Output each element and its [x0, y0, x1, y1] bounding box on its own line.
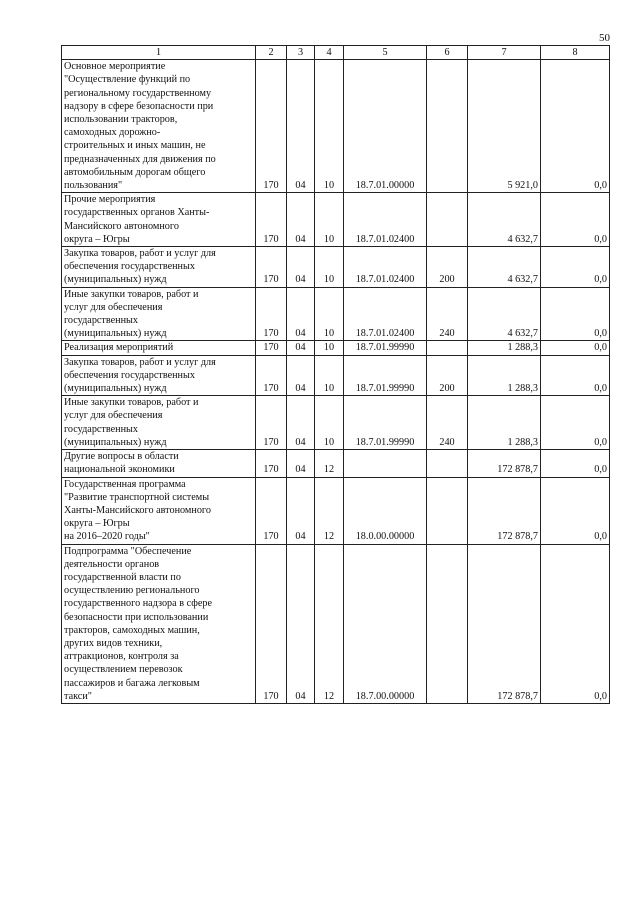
row-col8-cell: 0,0 — [541, 341, 610, 355]
table-row — [62, 287, 610, 341]
row-col8-cell: 0,0 — [541, 193, 610, 247]
row-col3-cell: 04 — [287, 544, 315, 703]
table-row — [62, 477, 610, 544]
row-col6-cell — [427, 193, 468, 247]
row-col5-cell: 18.7.01.99990 — [344, 396, 427, 450]
row-col3-cell: 04 — [287, 450, 315, 477]
row-col5-cell: 18.7.01.99990 — [344, 355, 427, 396]
row-col2-cell: 170 — [256, 247, 287, 288]
row-col6-cell: 240 — [427, 287, 468, 341]
table-row — [62, 355, 610, 396]
row-col4-cell: 10 — [315, 396, 344, 450]
row-col4-cell: 12 — [315, 477, 344, 544]
row-name-cell: Закупка товаров, работ и услуг для обеспечения государственных (муниципальных) нужд — [62, 247, 256, 288]
row-col6-cell — [427, 60, 468, 193]
row-col5-cell: 18.0.00.00000 — [344, 477, 427, 544]
row-col4-cell: 10 — [315, 287, 344, 341]
row-col4-cell: 10 — [315, 60, 344, 193]
row-col6-cell: 200 — [427, 355, 468, 396]
row-col3-cell: 04 — [287, 60, 315, 193]
row-col2-cell: 170 — [256, 450, 287, 477]
row-col8-cell: 0,0 — [541, 355, 610, 396]
row-name-cell: Иные закупки товаров, работ и услуг для обеспечения государственных (муниципальных) нужд — [62, 396, 256, 450]
row-col4-cell: 10 — [315, 193, 344, 247]
row-col7-cell: 4 632,7 — [468, 287, 541, 341]
row-col5-cell: 18.7.01.99990 — [344, 341, 427, 355]
row-col4-cell: 10 — [315, 341, 344, 355]
table-row — [62, 193, 610, 247]
row-col7-cell: 1 288,3 — [468, 396, 541, 450]
row-col5-cell: 18.7.00.00000 — [344, 544, 427, 703]
header-col-2: 2 — [256, 46, 287, 60]
header-col-4: 4 — [315, 46, 344, 60]
header-col-5: 5 — [344, 46, 427, 60]
row-col6-cell — [427, 450, 468, 477]
row-col7-cell: 4 632,7 — [468, 247, 541, 288]
row-col2-cell: 170 — [256, 477, 287, 544]
row-col8-cell: 0,0 — [541, 396, 610, 450]
row-col6-cell — [427, 341, 468, 355]
row-col2-cell: 170 — [256, 193, 287, 247]
table-row — [62, 60, 610, 193]
row-col5-cell: 18.7.01.00000 — [344, 60, 427, 193]
row-col4-cell: 10 — [315, 247, 344, 288]
row-col8-cell: 0,0 — [541, 247, 610, 288]
table-row — [62, 341, 610, 355]
row-col2-cell: 170 — [256, 355, 287, 396]
row-col8-cell: 0,0 — [541, 450, 610, 477]
row-col7-cell: 5 921,0 — [468, 60, 541, 193]
row-col3-cell: 04 — [287, 247, 315, 288]
row-name-cell: Прочие мероприятия государственных органов Ханты- Мансийского автономного округа – Югры — [62, 193, 256, 247]
row-col7-cell: 4 632,7 — [468, 193, 541, 247]
row-col2-cell: 170 — [256, 396, 287, 450]
row-col6-cell — [427, 544, 468, 703]
row-col7-cell: 172 878,7 — [468, 450, 541, 477]
header-col-1: 1 — [62, 46, 256, 60]
row-col2-cell: 170 — [256, 544, 287, 703]
row-col5-cell: 18.7.01.02400 — [344, 247, 427, 288]
budget-table — [61, 45, 610, 704]
row-col8-cell: 0,0 — [541, 544, 610, 703]
row-name-cell: Подпрограмма "Обеспечение деятельности органов государственной власти по осуществлению регионального государственного надзора в сфере безопасности при использовании тракторов, самоходных машин, других видов техники, аттракционов, контроля за осуществлением перевозок пассажиров и багажа легковым такси" — [62, 544, 256, 703]
row-col3-cell: 04 — [287, 193, 315, 247]
row-name-cell: Другие вопросы в области национальной экономики — [62, 450, 256, 477]
row-name-cell: Иные закупки товаров, работ и услуг для обеспечения государственных (муниципальных) нужд — [62, 287, 256, 341]
header-col-7: 7 — [468, 46, 541, 60]
table-row — [62, 544, 610, 703]
row-col7-cell: 1 288,3 — [468, 341, 541, 355]
row-col3-cell: 04 — [287, 477, 315, 544]
page-number: 50 — [599, 32, 610, 44]
row-col3-cell: 04 — [287, 341, 315, 355]
row-col4-cell: 12 — [315, 450, 344, 477]
row-col2-cell: 170 — [256, 60, 287, 193]
row-name-cell: Основное мероприятие "Осуществление функций по региональному государственному надзору в сфере безопасности при использовании тракторов, самоходных дорожно- строительных и иных машин, не предназначенных для движения по автомобильным дорогам общего пользования" — [62, 60, 256, 193]
row-col3-cell: 04 — [287, 396, 315, 450]
header-col-8: 8 — [541, 46, 610, 60]
row-col3-cell: 04 — [287, 287, 315, 341]
row-name-cell: Закупка товаров, работ и услуг для обеспечения государственных (муниципальных) нужд — [62, 355, 256, 396]
row-col8-cell: 0,0 — [541, 477, 610, 544]
row-col8-cell: 0,0 — [541, 287, 610, 341]
row-col2-cell: 170 — [256, 341, 287, 355]
row-col4-cell: 12 — [315, 544, 344, 703]
row-col5-cell: 18.7.01.02400 — [344, 193, 427, 247]
row-name-cell: Государственная программа "Развитие транспортной системы Ханты-Мансийского автономного округа – Югры на 2016–2020 годы" — [62, 477, 256, 544]
row-col5-cell — [344, 450, 427, 477]
header-col-6: 6 — [427, 46, 468, 60]
table-row — [62, 450, 610, 477]
row-col7-cell: 172 878,7 — [468, 544, 541, 703]
table-body — [62, 46, 610, 704]
row-col5-cell: 18.7.01.02400 — [344, 287, 427, 341]
table-header-row — [62, 46, 610, 60]
row-col6-cell — [427, 477, 468, 544]
header-col-3: 3 — [287, 46, 315, 60]
row-col6-cell: 240 — [427, 396, 468, 450]
row-col3-cell: 04 — [287, 355, 315, 396]
row-col6-cell: 200 — [427, 247, 468, 288]
row-col4-cell: 10 — [315, 355, 344, 396]
table-row — [62, 396, 610, 450]
row-name-cell: Реализация мероприятий — [62, 341, 256, 355]
table-row — [62, 247, 610, 288]
row-col8-cell: 0,0 — [541, 60, 610, 193]
row-col7-cell: 172 878,7 — [468, 477, 541, 544]
row-col2-cell: 170 — [256, 287, 287, 341]
row-col7-cell: 1 288,3 — [468, 355, 541, 396]
